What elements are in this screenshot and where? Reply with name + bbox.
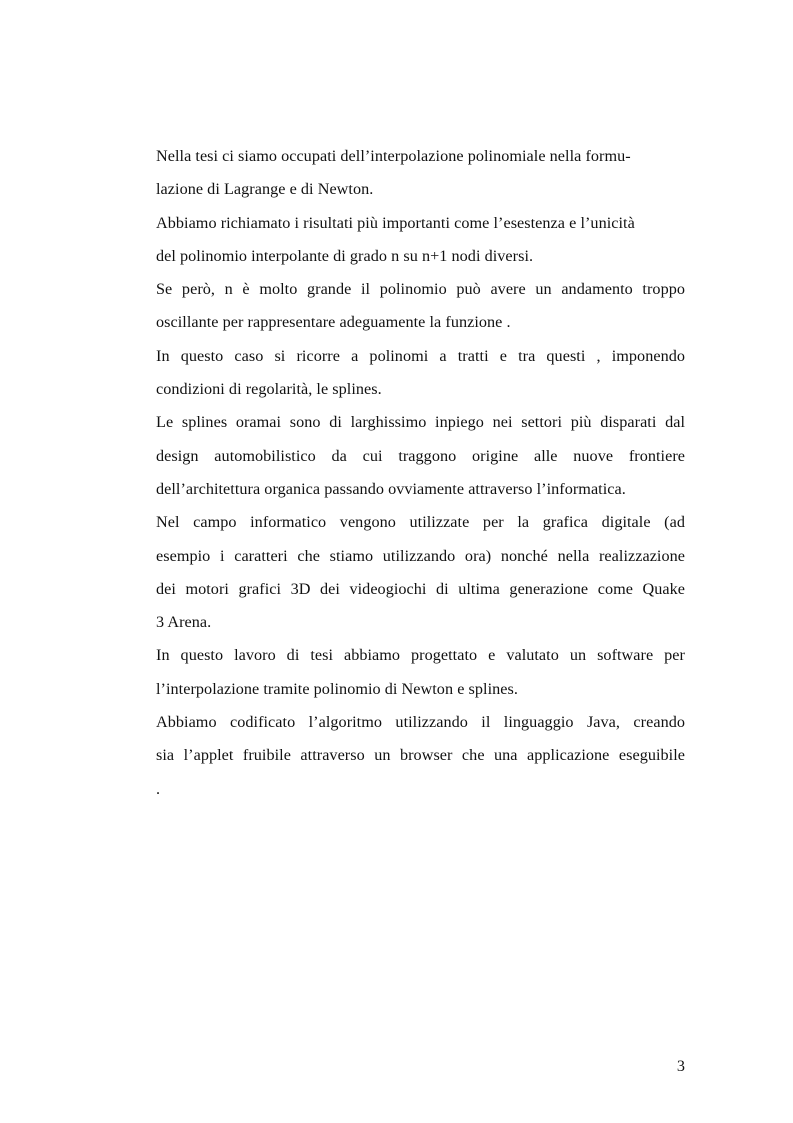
text-line: 3 Arena. — [156, 613, 212, 632]
text-line: Abbiamo codificato l’algoritmo utilizzando il linguaggio Java, creando — [156, 713, 685, 732]
text-line: . — [156, 779, 161, 798]
text-line: Le splines oramai sono di larghissimo inpiego nei settori più disparati dal — [156, 413, 685, 432]
text-line: Nella tesi ci siamo occupati dell’interpolazione polinomiale nella formu- — [156, 147, 631, 165]
text-line: oscillante per rappresentare adeguamente la funzione . — [156, 313, 511, 332]
text-line: dell’architettura organica passando ovviamente attraverso l’informatica. — [156, 479, 626, 498]
text-line: l’interpolazione tramite polinomio di Newton e splines. — [156, 679, 518, 698]
body-text — [156, 140, 685, 806]
text-line: design automobilistico da cui traggono origine alle nuove frontiere — [156, 446, 685, 465]
text-line: Abbiamo richiamato i risultati più importanti come l’esestenza e l’unicità — [156, 213, 635, 232]
text-line: del polinomio interpolante di grado n su n+1 nodi diversi. — [156, 246, 534, 265]
text-line: In questo caso si ricorre a polinomi a tratti e tra questi , imponendo — [156, 346, 685, 365]
text-line: Nel campo informatico vengono utilizzate per la grafica digitale (ad — [156, 513, 685, 532]
text-line: esempio i caratteri che stiamo utilizzando ora) nonché nella realizzazione — [156, 546, 685, 565]
text-line: lazione di Lagrange e di Newton. — [156, 180, 374, 199]
text-line: sia l’applet fruibile attraverso un browser che una applicazione eseguibile — [156, 746, 685, 765]
text-line: condizioni di regolarità, le splines. — [156, 380, 382, 399]
text-line: dei motori grafici 3D dei videogiochi di ultima generazione come Quake — [156, 579, 685, 598]
text-line: Se però, n è molto grande il polinomio può avere un andamento troppo — [156, 280, 685, 299]
page-number: 3 — [676, 1057, 685, 1075]
text-line: In questo lavoro di tesi abbiamo progettato e valutato un software per — [156, 646, 685, 665]
